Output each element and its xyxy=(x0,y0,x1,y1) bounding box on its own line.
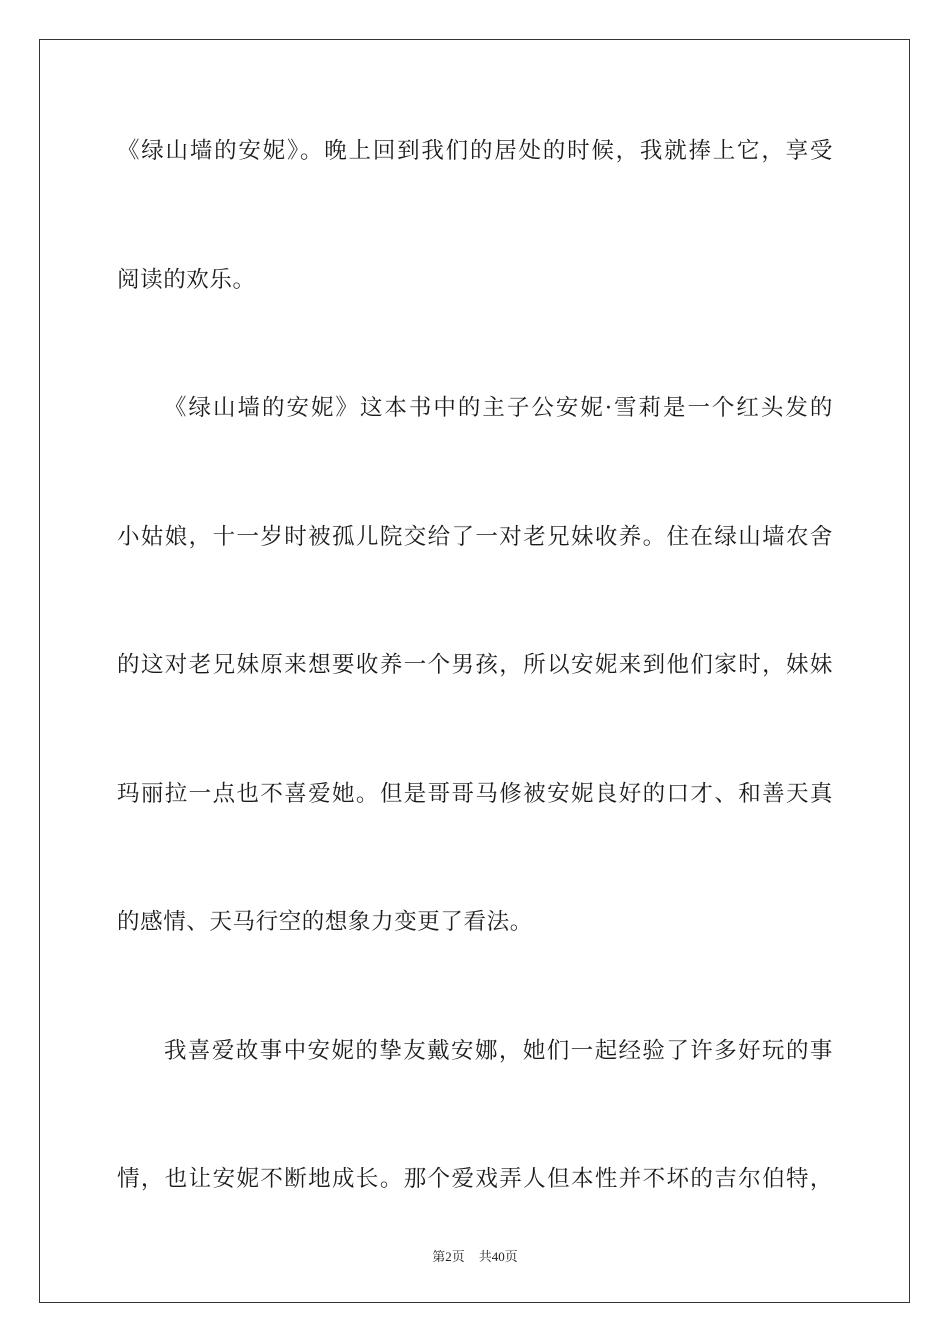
text-line-1: 《绿山墙的安妮》。晚上回到我们的居处的时候，我就捧上它，享受 xyxy=(117,138,833,164)
text-line-5: 的这对老兄妹原来想要收养一个男孩，所以安妮来到他们家时，妹妹 xyxy=(117,652,833,678)
text-line-7: 的感情、天马行空的想象力变更了看法。 xyxy=(117,909,533,935)
text-line-3: 《绿山墙的安妮》这本书中的主子公安妮·雪莉是一个红头发的 xyxy=(164,395,833,421)
text-line-4: 小姑娘，十一岁时被孤儿院交给了一对老兄妹收养。住在绿山墙农舍 xyxy=(117,523,833,550)
text-line-2: 阅读的欢乐。 xyxy=(117,266,256,293)
current-page-number: 第2页 xyxy=(432,1249,465,1264)
text-line-9: 情，也让安妮不断地成长。那个爱戏弄人但本性并不坏的吉尔伯特， xyxy=(117,1166,833,1192)
page-footer xyxy=(0,1246,950,1265)
document-body xyxy=(117,126,833,1283)
total-page-count: 共40页 xyxy=(478,1249,518,1264)
text-line-6: 玛丽拉一点也不喜爱她。但是哥哥马修被安妮良好的口才、和善天真 xyxy=(117,780,833,807)
text-line-8: 我喜爱故事中安妮的挚友戴安娜，她们一起经验了许多好玩的事 xyxy=(164,1037,833,1064)
